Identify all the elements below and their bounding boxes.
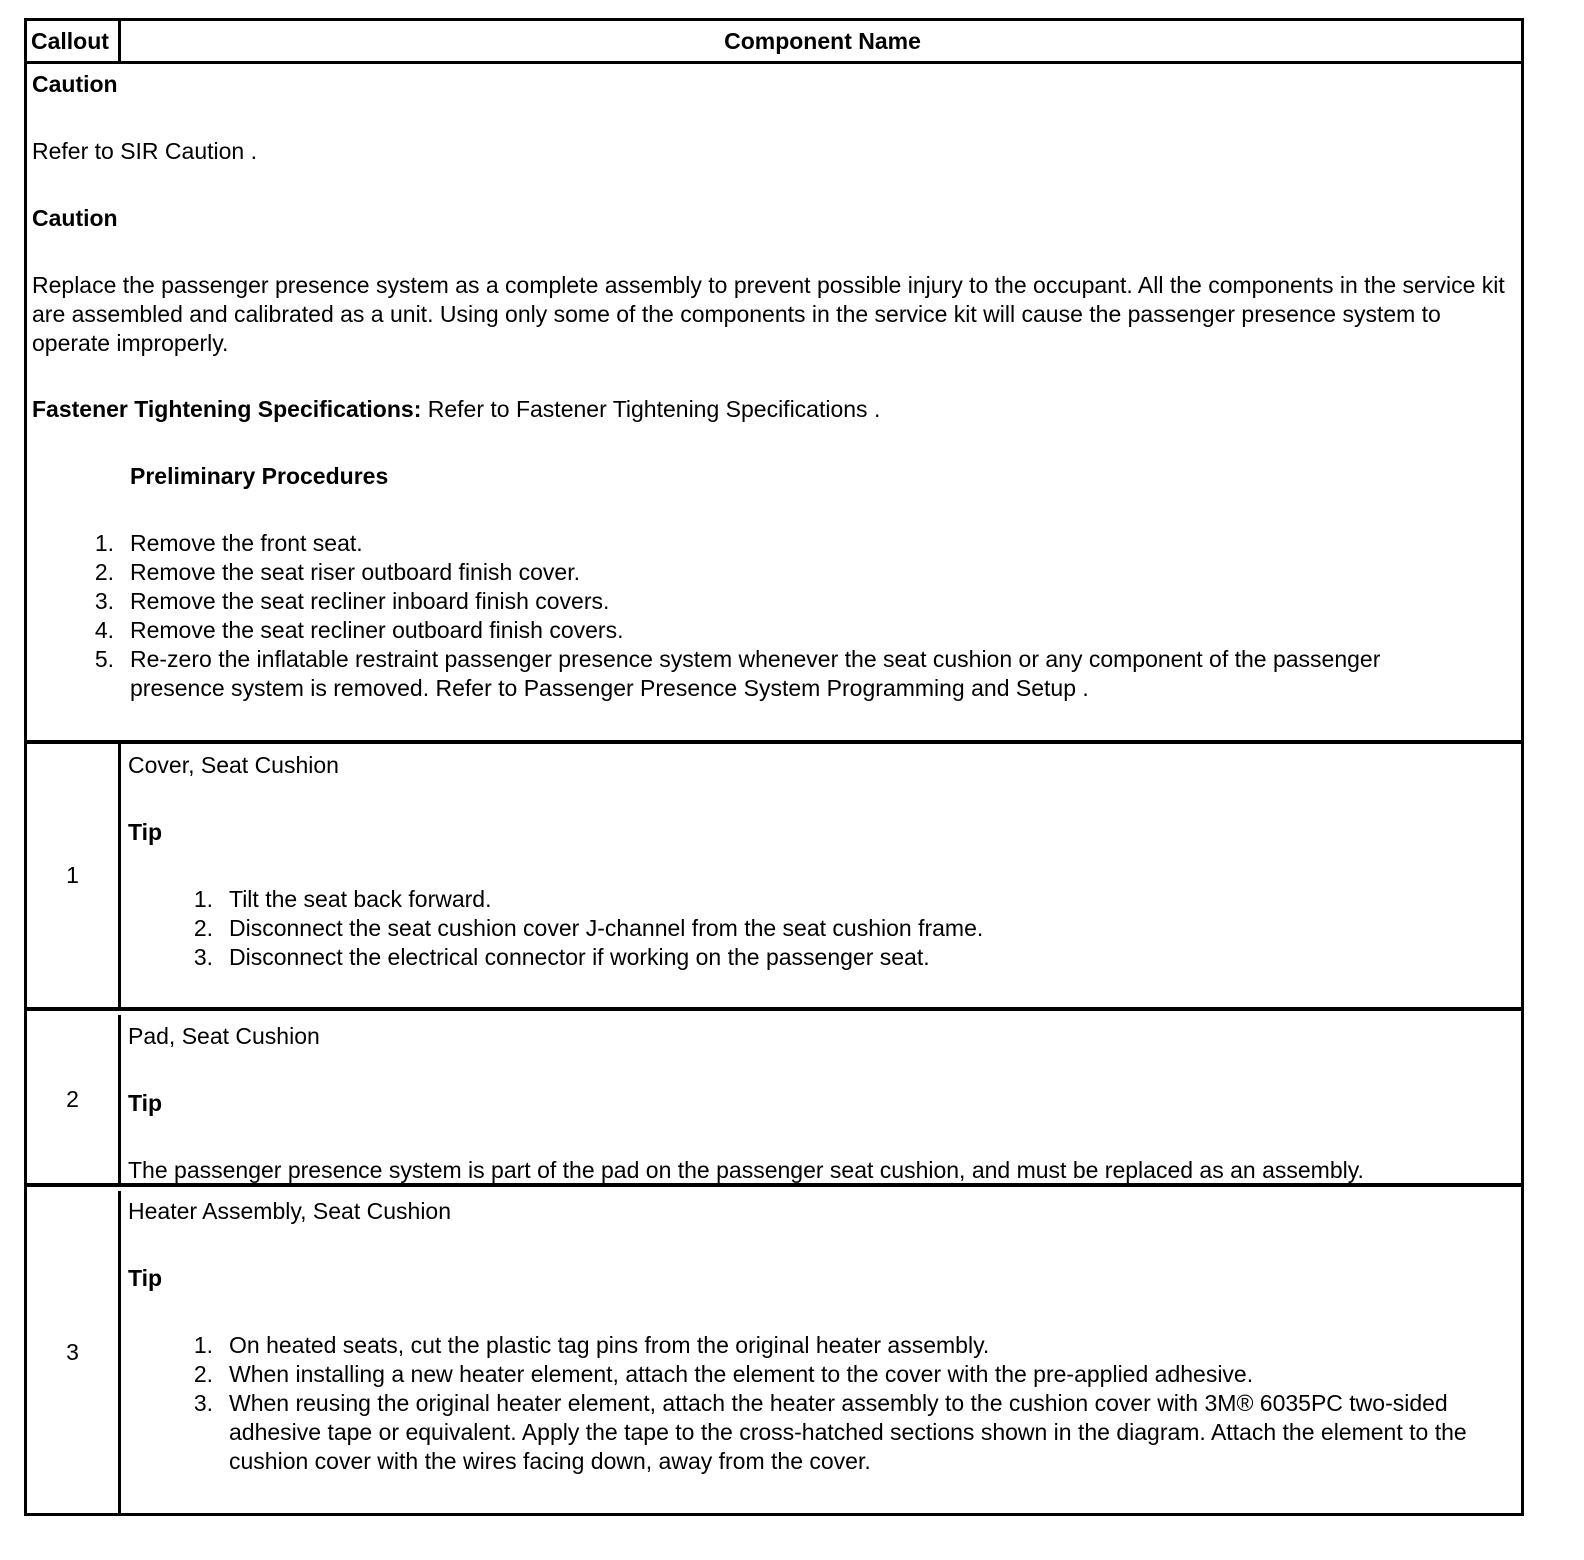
fastener-label: Fastener Tightening Specifications: (32, 396, 422, 422)
list-item: 1. Remove the front seat. (94, 530, 363, 556)
table-row (27, 1191, 1521, 1513)
component-table (24, 18, 1524, 1516)
preliminary-procedures-heading: Preliminary Procedures (130, 463, 389, 489)
fastener-text: Refer to Fastener Tightening Specifications . (421, 396, 881, 422)
component-name: Pad, Seat Cushion (128, 1023, 320, 1049)
row-body (128, 1191, 1521, 1513)
fastener-spec (32, 395, 880, 424)
component-name: Heater Assembly, Seat Cushion (128, 1198, 452, 1224)
tip-steps (193, 1331, 1481, 1476)
caution-heading: Caution (32, 205, 118, 231)
list-item: 2. Disconnect the seat cushion cover J-channel from the seat cushion frame. (193, 915, 984, 941)
list-item: 3. Remove the seat recliner inboard finish covers. (94, 588, 610, 614)
tip-heading: Tip (128, 819, 163, 845)
tip-heading: Tip (128, 1265, 163, 1291)
row-body (128, 744, 1521, 1007)
table-row (27, 1015, 1521, 1187)
component-name: Cover, Seat Cushion (128, 752, 339, 778)
list-item: 3. When reusing the original heater element, attach the heater assembly to the cushion cover with 3M® 6035PC two-sided adhesive tape or equivalent. Apply the tape to the cross-hatched sections shown in the diagram. Attach the element to the cushion cover with the wires facing down, away from the cover. (193, 1390, 1467, 1474)
list-item: 4. Remove the seat recliner outboard finish covers. (94, 617, 624, 643)
caution-heading: Caution (32, 71, 118, 97)
table-row (27, 744, 1521, 1011)
list-item: 1. On heated seats, cut the plastic tag pins from the original heater assembly. (193, 1332, 990, 1358)
header-callout: Callout (27, 21, 121, 61)
callout-number: 3 (27, 1191, 121, 1513)
table-header (27, 21, 1521, 64)
row-body (128, 1015, 1521, 1183)
list-item: 5. Re-zero the inflatable restraint passenger presence system whenever the seat cushion or any component of the passenger presence system is removed. Refer to Passenger Presence System Programming and Setup . (94, 646, 1381, 701)
tip-text: The passenger presence system is part of the pad on the passenger seat cushion, and must be replaced as an assembly. (128, 1157, 1364, 1183)
caution-text: Refer to SIR Caution . (32, 138, 257, 164)
callout-number: 1 (27, 744, 121, 1007)
preliminary-steps (94, 529, 1481, 703)
tip-steps (193, 885, 1481, 972)
caution-text: Replace the passenger presence system as a complete assembly to prevent possible injury to the occupant. All the components in the service kit are assembled and calibrated as a unit. Using only some of the components in the service kit will cause the passenger presence system to operate improperly. (32, 272, 1505, 356)
callout-number: 2 (27, 1015, 121, 1183)
intro-section (27, 64, 1521, 744)
header-component-name: Component Name (724, 28, 921, 54)
list-item: 1. Tilt the seat back forward. (193, 886, 492, 912)
list-item: 3. Disconnect the electrical connector if working on the passenger seat. (193, 944, 930, 970)
list-item: 2. When installing a new heater element, attach the element to the cover with the pre-applied adhesive. (193, 1361, 1254, 1387)
list-item: 2. Remove the seat riser outboard finish cover. (94, 559, 581, 585)
tip-heading: Tip (128, 1090, 163, 1116)
